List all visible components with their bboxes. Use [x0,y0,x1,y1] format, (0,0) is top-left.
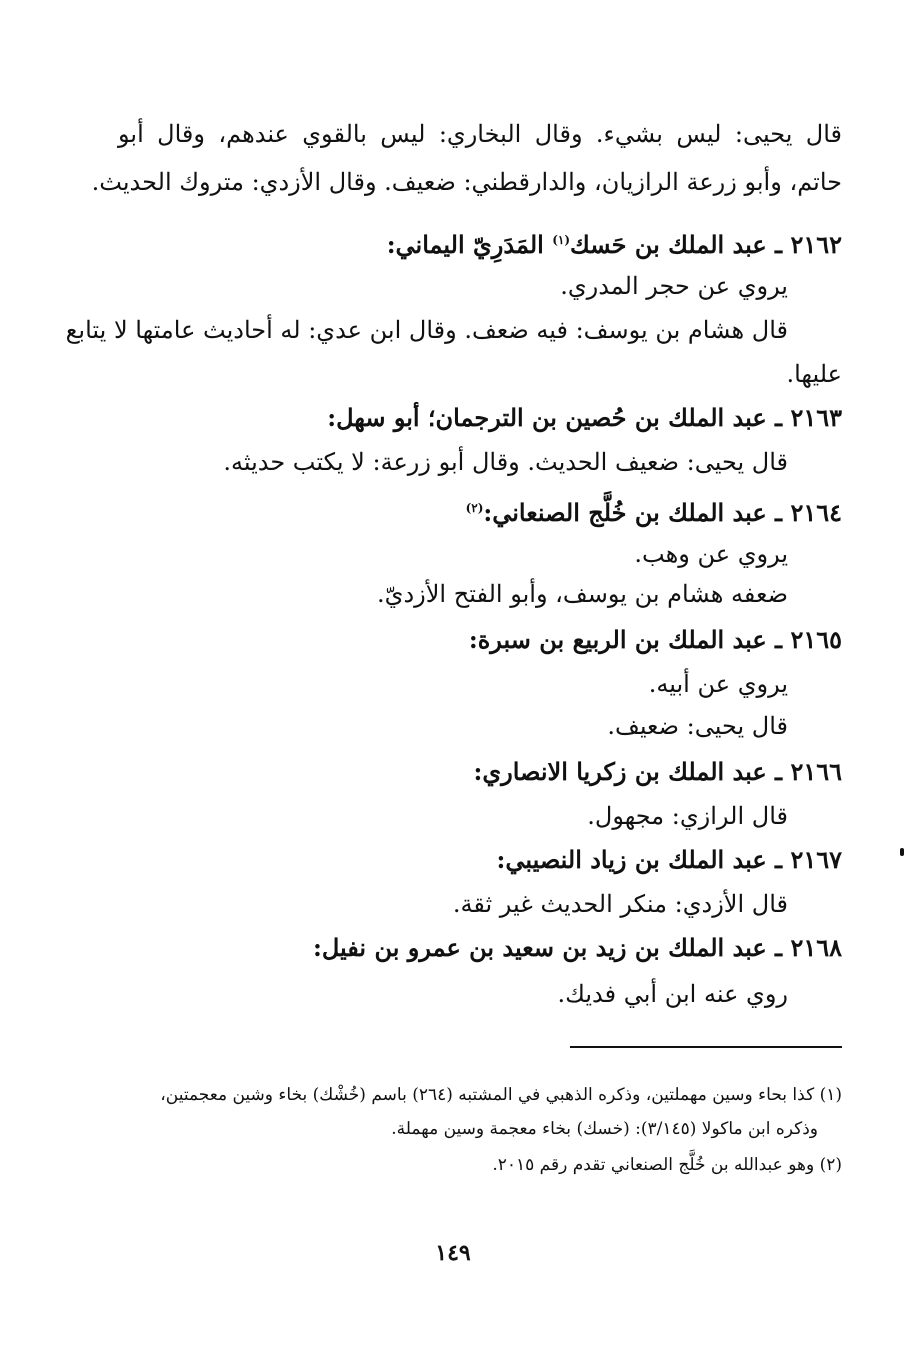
footnote-2: (٢) وهو عبدالله بن خُلَّج الصنعاني تقدم رقم ٢٠١٥. [492,1155,842,1175]
entry-2164-title: ٢١٦٤ ـ عبد الملك بن خُلَّج الصنعاني: [483,498,842,527]
entry-2162-title: ٢١٦٢ ـ عبد الملك بن حَسك [570,230,842,259]
entry-2165-line-2: قال يحيى: ضعيف. [607,712,788,740]
intro-line-2: حاتم، وأبو زرعة الرازيان، والدارقطني: ضعيف. وقال الأزدي: متروك الحديث. [91,168,842,196]
entry-2164-line-2: ضعفه هشام بن يوسف، وأبو الفتح الأزديّ. [377,580,788,608]
entry-2163-line-1: قال يحيى: ضعيف الحديث. وقال أبو زرعة: لا يكتب حديثه. [223,448,788,476]
entry-2162-heading [387,222,842,263]
entry-2168-line-1: روي عنه ابن أبي فديك. [557,980,788,1008]
entry-2168-heading: ٢١٦٨ ـ عبد الملك بن زيد بن سعيد بن عمرو بن نفيل: [312,933,842,962]
footnote-ref-2: (٢) [465,501,484,515]
entry-2165-heading: ٢١٦٥ ـ عبد الملك بن الربيع بن سبرة: [468,625,842,654]
entry-2166-line-1: قال الرازي: مجهول. [587,802,788,830]
entry-2164-heading [466,490,842,531]
entry-2162-line-2: قال هشام بن يوسف: فيه ضعف. وقال ابن عدي: له أحاديث عامتها لا يتابع [65,316,788,344]
footnote-1-line-2: وذكره ابن ماكولا (٣/١٤٥): (خسك) بخاء معجمة وسين مهملة. [391,1119,818,1139]
entry-2166-heading: ٢١٦٦ ـ عبد الملك بن زكريا الانصاري: [473,757,842,786]
margin-mark [900,848,904,856]
entry-2164-line-1: يروي عن وهب. [634,540,788,568]
entry-2167-line-1: قال الأزدي: منكر الحديث غير ثقة. [452,890,788,918]
footnote-ref-1: (١) [552,233,571,247]
footnote-1-line-1: (١) كذا بحاء وسين مهملتين، وذكره الذهبي في المشتبه (٢٦٤) باسم (خُشْك) بخاء وشين معجمتين، [160,1085,842,1105]
intro-line-1: قال يحيى: ليس بشيء. وقال البخاري: ليس بالقوي عندهم، وقال أبو [118,120,842,148]
footnote-separator [570,1046,842,1048]
entry-2162-line-3: عليها. [786,360,842,388]
page-number: ١٤٩ [435,1240,471,1266]
entry-2167-heading: ٢١٦٧ ـ عبد الملك بن زياد النصيبي: [496,845,842,874]
entry-2162-line-1: يروي عن حجر المدري. [560,272,788,300]
entry-2163-heading: ٢١٦٣ ـ عبد الملك بن حُصين بن الترجمان؛ أبو سهل: [327,403,842,432]
entry-2162-title-rest: المَدَرِيّ اليماني: [386,230,553,259]
entry-2165-line-1: يروي عن أبيه. [648,670,788,698]
